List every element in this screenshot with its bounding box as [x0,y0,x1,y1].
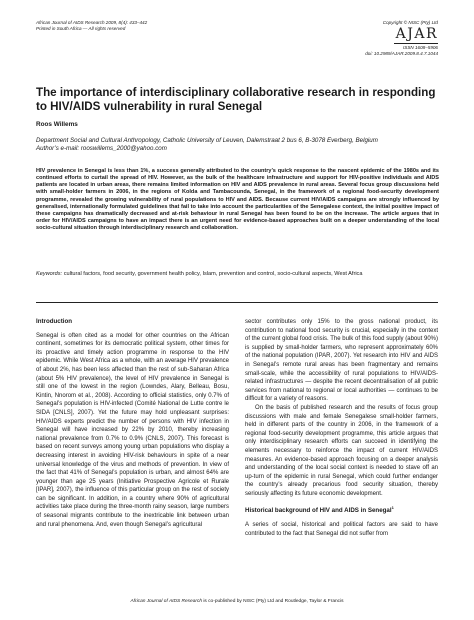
heading-text: Historical background of HIV and AIDS in Senegal [245,507,392,515]
column-left [36,318,229,529]
section-heading-historical-background [245,504,438,516]
printed-line: Printed in South Africa — All rights reserved [36,26,126,31]
column-right [245,318,438,538]
page-footer [0,599,474,604]
doi: doi: 10.2989/AJAR.2009.8.4.7.1044 [365,51,438,56]
paragraph: A series of social, historical and political factors are said to have contributed to the fact that Senegal did not suffer from [245,522,438,537]
divider [36,302,438,303]
journal-citation [36,20,147,32]
keywords-list: cultural factors, food security, government health policy, Islam, prevention and control, socio-cultural aspects, West Africa [63,271,363,277]
keywords-label: Keywords: [36,271,63,277]
footer-publisher: is co-published by NISC (Pty) Ltd and Routledge, Taylor & Francis [202,599,344,604]
intro-paragraph: Senegal is often cited as a model for other countries on the African continent, sometimes for its democratic political system, other times for its proactive and timely action programme in response to the HIV epidemic. While West Africa as a whole, with an average HIV prevalence of about 2%, has been less affected than the rest of sub-Saharan Africa (about 5% HIV prevalence), the level of HIV prevalence in Senegal is still one of the lowest in the region (Lowndes, Alary, Belleau, Bosu, Kintin, Nnorom et al., 2008). According to official statistics, only 0.7% of Senegal’s population is HIV-infected (Comité National de Lutte contre le SIDA [CNLS], 2007). Yet the future may hold unpleasant surprises: HIV/AIDS experts predict the number of persons with HIV infection in Senegal will have increased by 22% by 2010, thereby increasing national prevalence from 0.7% to 0.9% (CNLS, 2007). This forecast is based on recent surveys among young urban populations who display a decreasing interest in avoiding HIV-risk behaviours in spite of a near universal knowledge of the virus and methods of prevention. In view of the fact that 41% of Senegal’s population is urban, and almost 64% are younger than age 25 years (Initiative Prospective Agricole et Rurale [IPAR], 2007), the influence of this particular group on the rest of society can be significant. In addition, in a country where 90% of agricultural activities take place during the three-month rainy season, large numbers of seasonal migrants contribute to the inextricable link between urban and rural phenomena. And, even though Senegal’s agricultural [36,332,229,528]
abstract: HIV prevalence in Senegal is less than 1%, a success generally attributed to the country’s quick response to the nascent epidemic of the 1980s and its continued efforts to curtail the spread of HIV. However, as the bulk of the healthcare infrastructure and support for HIV-positive individuals and AIDS patients are located in urban areas, there remains limited information on HIV and AIDS prevalence in rural areas. Several focus group discussions held with small-holder farmers in 2006, in the regions of Kolda and Tambacounda, Senegal, in the framework of a regional food-security development programme, revealed the growing vulnerability of rural populations to HIV and AIDS. Because current HIV/AIDS campaigns are strongly influenced by generalised, internationally formulated guidelines that fail to take into account the particularities of the Senegalese context, the initial positive impact of these campaigns has dramatically decreased and at-risk behaviour in rural Senegal has been found to be on the increase. The article argues that in order for HIV/AIDS campaigns to have an impact there is an urgent need for evidence-based approaches built on a deeper understanding of the local socio-cultural situation through interdisciplinary research and collaboration. [36,168,439,232]
author-email: Author’s e-mail: rooswillems_2000@yahoo.com [36,145,167,152]
keywords-block [36,271,439,278]
affiliation-block [36,137,441,153]
logo-underline [394,43,438,44]
issn: ISSN 1608–5906 [403,45,438,50]
author-name: Roos Willems [36,121,78,128]
journal-logo: AJAR [395,26,438,42]
section-heading-introduction: Introduction [36,318,73,325]
affiliation: Department Social and Cultural Anthropology, Catholic University of Leuven, Dalemstraat 2 bus 6, B-3078 Everberg, Belgium [36,137,378,144]
copyright-notice: Copyright © NISC (Pty) Ltd [382,20,438,25]
footnote-marker[interactable]: 1 [391,505,394,511]
journal-line: African Journal of AIDS Research 2009, 8(4): 433–442 [36,20,148,25]
footer-journal: African Journal of AIDS Research [130,599,203,604]
paragraph: On the basis of published research and the results of focus group discussions with male and female Senegalese small-holder farmers, held in different parts of the country in 2006, in the framework of a regional food-security development programme, this article argues that only interdisciplinary research efforts can succeed in identifying the elements necessary to reinforce the impact of current HIV/AIDS measures. An evidence-based approach focusing on a deeper analysis and understanding of the local social context is needed to stave off an up-turn of the epidemic in rural Senegal, which could further endanger the country’s already precarious food security situation, thereby seriously affecting its future economic development. [245,404,438,497]
article-title: The importance of interdisciplinary collaborative research in responding to HIV/AIDS vulnerability in rural Senegal [36,86,436,113]
paragraph: sector contributes only 15% to the gross national product, its contribution to national food security is crucial, especially in the context of the current global food crisis. The bulk of this food supply (about 90%) is supplied by small-holder farmers, who represent approximately 60% of the national population (IPAR, 2007). Yet research into HIV and AIDS in Senegal’s remote rural areas has been fragmentary and remains small-scale, while the accessibility of rural populations to HIV/AIDS-related infrastructures — despite the recent decentralisation of all public services from national to regional or local authorities — continues to be difficult for a variety of reasons. [245,319,438,403]
